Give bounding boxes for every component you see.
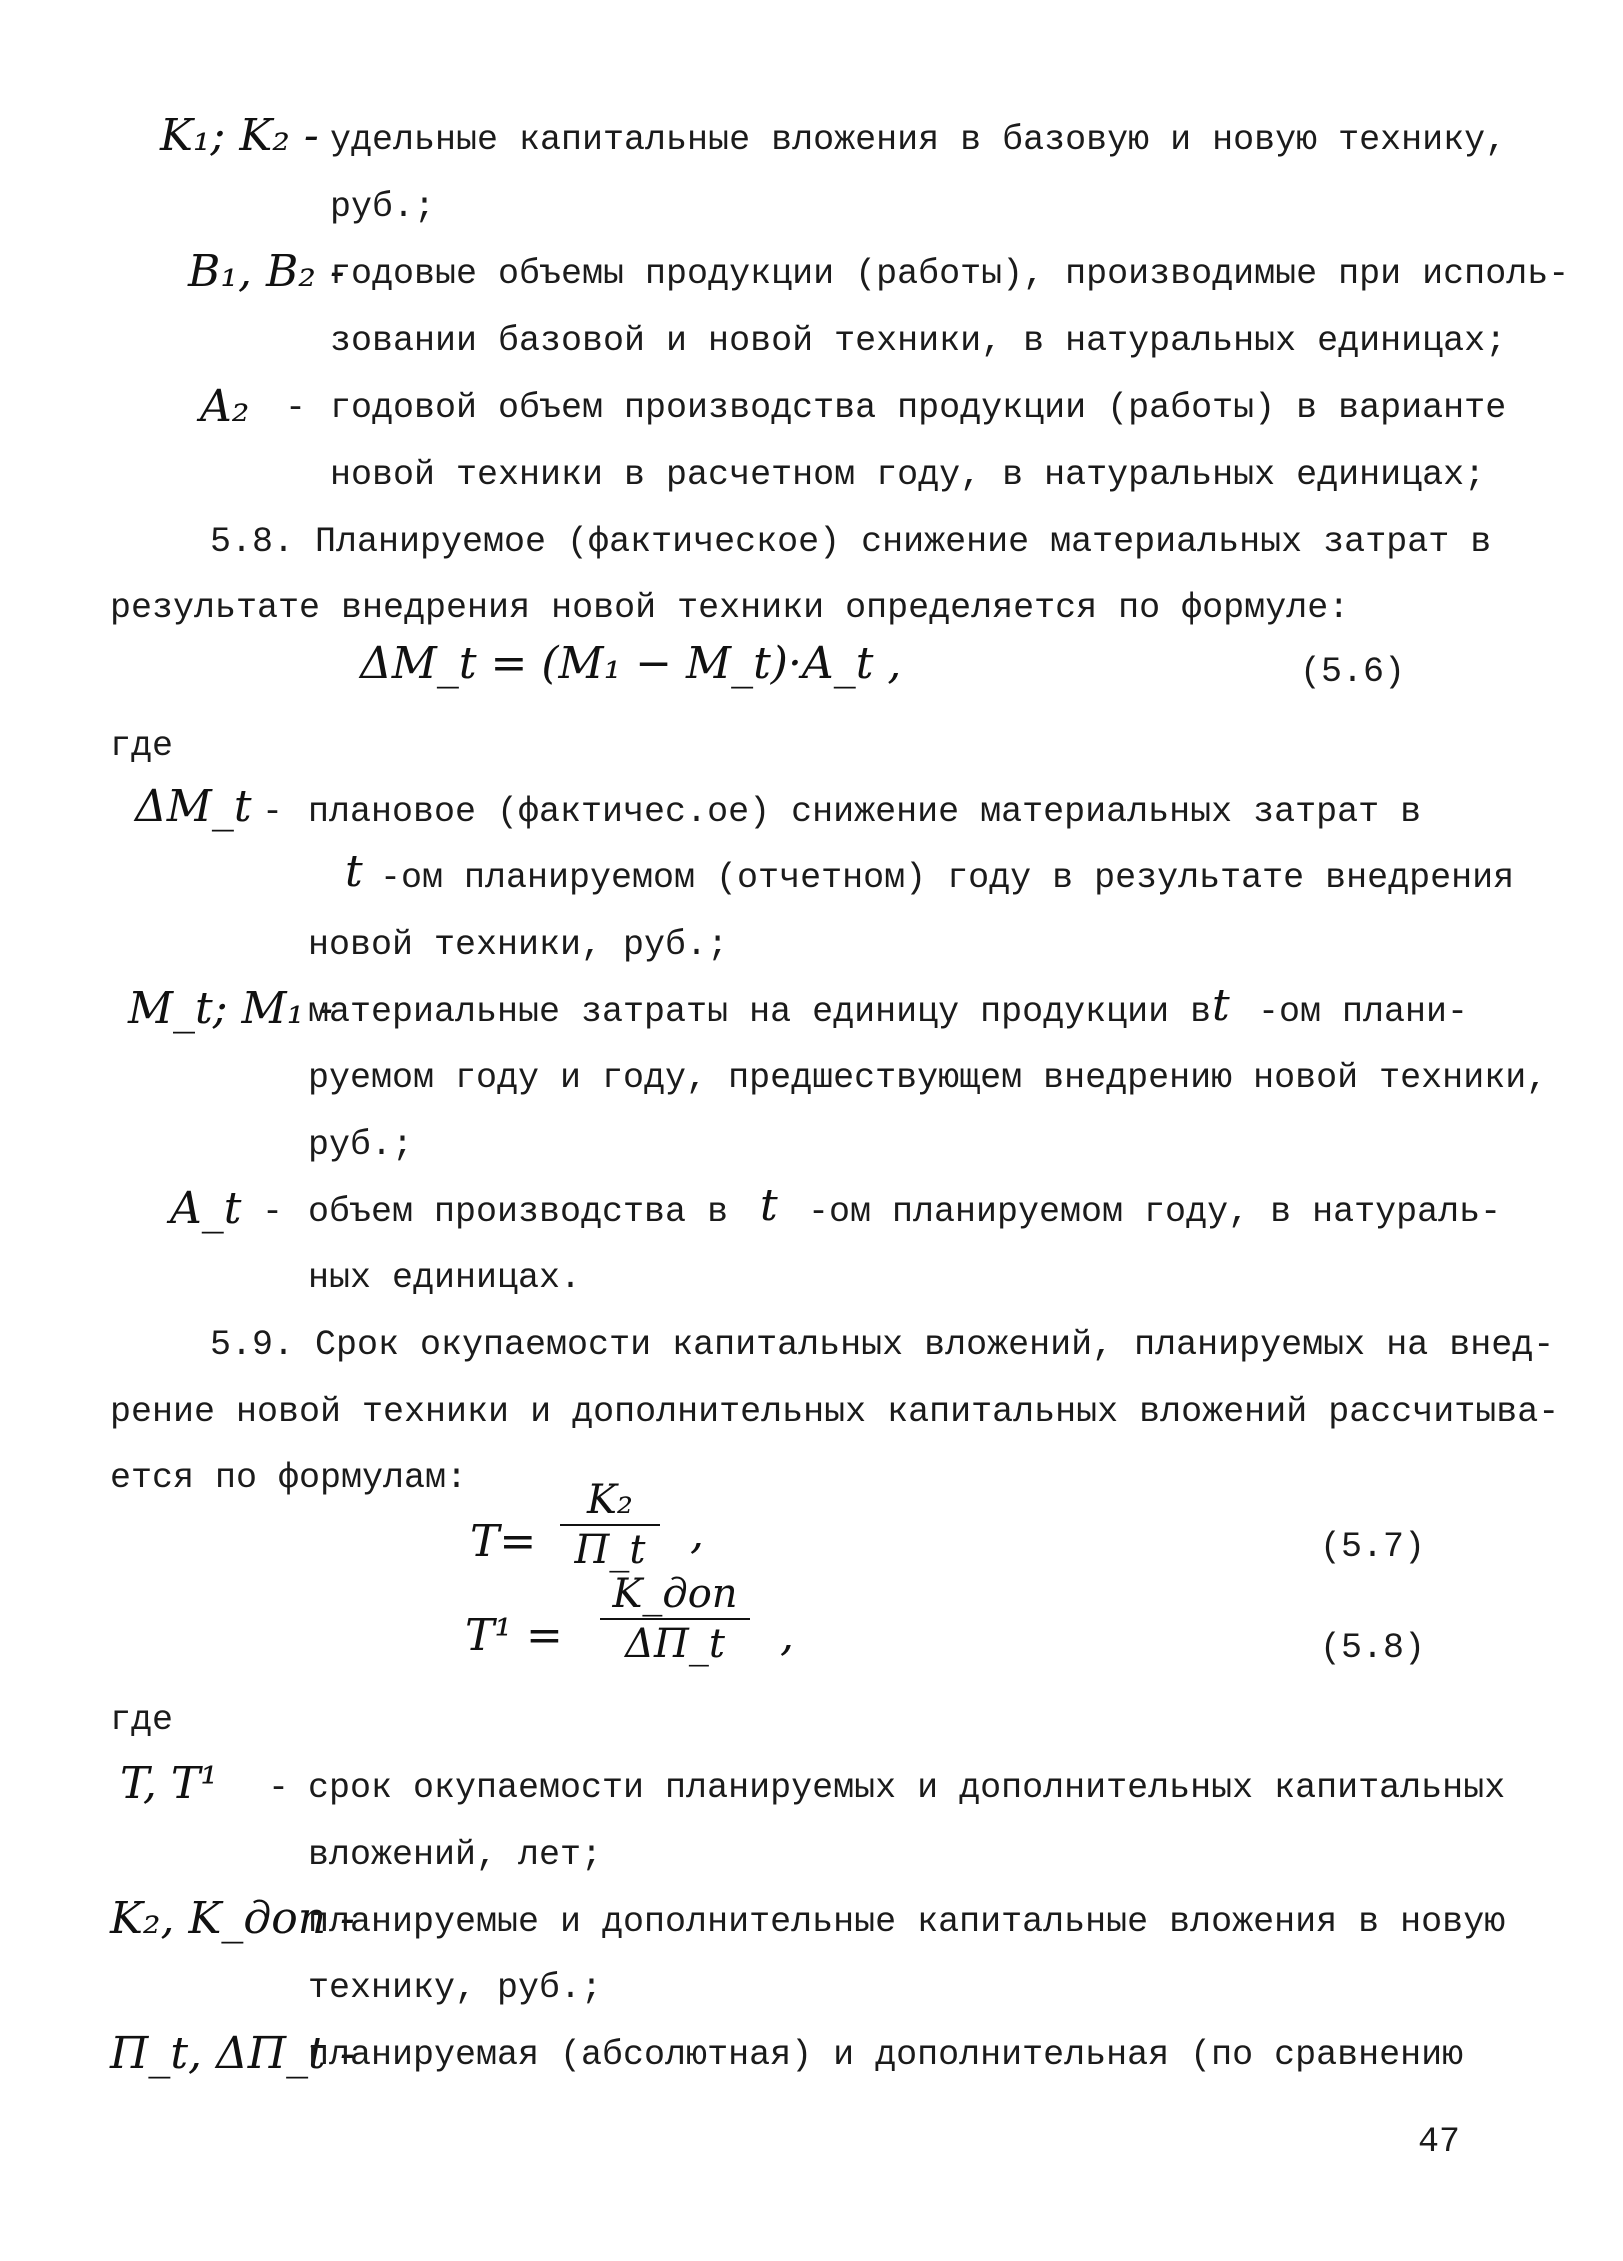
def-k2-line1: планируемые и дополнительные капитальные вложения в новую [308, 1902, 1506, 1942]
page-number: 47 [1418, 2122, 1461, 2162]
formula-5-7-fraction [560, 1478, 660, 1572]
para-5-8-line1: 5.8. Планируемое (фактическое) снижение материальных затрат в [210, 522, 1492, 562]
symbol-at: A_t [170, 1183, 242, 1234]
formula-5-8-fraction [600, 1572, 750, 1666]
where-label-1: где [110, 726, 174, 766]
def-pt-line1: планируемая (абсолютная) и дополнительная (по сравнению [308, 2035, 1464, 2075]
def-k-line2: руб.; [330, 187, 436, 227]
def-t-line2: вложений, лет; [308, 1835, 603, 1875]
para-5-8-line2: результате внедрения новой техники определяется по формуле: [110, 588, 1350, 628]
def-delta-mt-line1: плановое (фактичес.ое) снижение материальных затрат в [308, 792, 1422, 832]
symbol-pt-delta-pt: П_t, ΔП_t - [110, 2028, 355, 2079]
dash-delta-mt: - [262, 792, 284, 832]
def-b-line1: годовые объемы продукции (работы), производимые при исполь- [330, 254, 1570, 294]
def-at-line2: ных единицах. [308, 1258, 582, 1298]
formula-5-7-comma: , [690, 1508, 704, 1559]
formula-5-8-numerator: K_доп [612, 1571, 738, 1617]
para-5-9-line3: ется по формулам: [110, 1458, 468, 1498]
def-k-line1: удельные капитальные вложения в базовую и новую технику, [330, 120, 1507, 160]
def-a2-line2: новой техники в расчетном году, в натуральных единицах; [330, 455, 1486, 495]
dash-t-t1: - [268, 1768, 290, 1808]
def-mt-line2: руемом году и году, предшествующем внедрению новой техники, [308, 1058, 1548, 1098]
symbol-t-3: t [760, 1180, 778, 1231]
symbol-a2: A₂ [200, 381, 250, 432]
def-t-line1: срок окупаемости планируемых и дополнительных капитальных [308, 1768, 1506, 1808]
formula-5-8-number: (5.8) [1320, 1628, 1426, 1668]
symbol-t-t1: T, T¹ [120, 1758, 218, 1809]
formula-5-6: ΔM_t = (M₁ − M_t)·A_t , [360, 638, 902, 689]
symbol-mt-m1: M_t; M₁ - [128, 983, 334, 1034]
formula-5-7-lhs: T= [470, 1516, 537, 1567]
def-delta-mt-line3: новой техники, руб.; [308, 925, 729, 965]
fraction-bar [560, 1524, 660, 1526]
dash-a2: - [285, 388, 307, 428]
def-mt-line1a: материальные затраты на единицу продукции в [308, 992, 1212, 1032]
formula-5-7-number: (5.7) [1320, 1527, 1426, 1567]
para-5-9-line1: 5.9. Срок окупаемости капитальных вложений, планируемых на внед- [210, 1325, 1555, 1365]
formula-5-7-numerator: K₂ [587, 1477, 633, 1523]
formula-5-8-comma: , [780, 1610, 794, 1661]
formula-5-7-denominator: П_t [574, 1527, 646, 1573]
def-b-line2: зовании базовой и новой техники, в натуральных единицах; [330, 321, 1507, 361]
symbol-k1-k2: K₁; K₂ - [160, 110, 319, 161]
def-mt-line3: руб.; [308, 1125, 414, 1165]
symbol-b1-b2: B₁, B₂ - [188, 246, 345, 297]
def-mt-line1b: -ом плани- [1258, 992, 1469, 1032]
symbol-t-1: t [345, 846, 363, 897]
symbol-delta-mt: ΔM_t [135, 781, 252, 832]
def-at-line1a: объем производства в [308, 1192, 729, 1232]
def-delta-mt-line2: -ом планируемом (отчетном) году в результате внедрения [380, 858, 1515, 898]
formula-5-8-lhs: T¹ = [465, 1610, 563, 1661]
def-at-line1b: -ом планируемом году, в натураль- [808, 1192, 1502, 1232]
fraction-bar [600, 1618, 750, 1620]
symbol-k2-kdop: K₂, K_доп - [110, 1893, 355, 1944]
formula-5-6-number: (5.6) [1300, 652, 1406, 692]
symbol-t-2: t [1212, 980, 1230, 1031]
def-k2-line2: технику, руб.; [308, 1968, 603, 2008]
para-5-9-line2: рение новой техники и дополнительных капитальных вложений рассчитыва- [110, 1392, 1560, 1432]
dash-at: - [262, 1192, 284, 1232]
where-label-2: где [110, 1700, 174, 1740]
formula-5-8-denominator: ΔП_t [625, 1621, 725, 1667]
def-a2-line1: годовой объем производства продукции (работы) в варианте [330, 388, 1507, 428]
